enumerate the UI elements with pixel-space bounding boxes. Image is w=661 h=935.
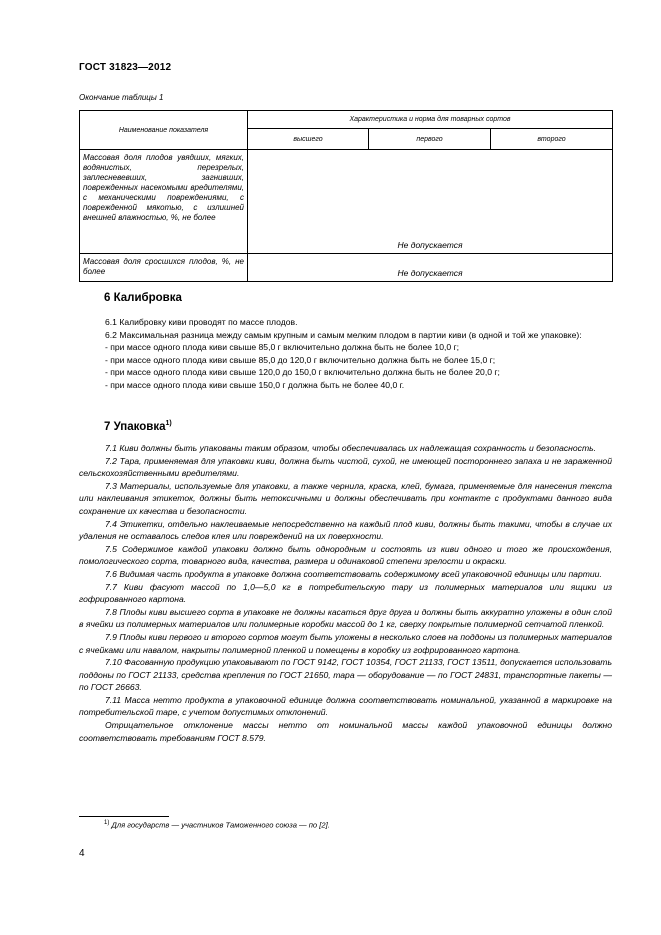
paragraph: 7.8 Плоды киви высшего сорта в упаковке не должны касаться друг друга и должны быть аккуратно уложены в один слой в ячейки из полимерных материалов или полимерные коробки массой до 1 кг, сверху покрытые полимерной сетчатой пленкой.	[79, 606, 612, 630]
section-6-heading: 6 Калибровка	[104, 292, 182, 304]
list-item: - при массе одного плода киви свыше 85,0 до 120,0 г включительно должна быть не более 15,0 г;	[105, 354, 496, 365]
paragraph: 6.2 Максимальная разница между самым крупным и самым мелким плодом в партии киви (в одной и той же упаковке):	[105, 329, 582, 340]
param-cell: Массовая доля плодов увядших, мягких, водянистых, перезрелых, заплесневевших, загнивших, поврежденных насекомыми вредителями, с механическими повреждениями, с поврежденной мякотью, с излишней внешней влажностью, %, не более	[80, 150, 248, 254]
col-header-grade: первого	[369, 129, 491, 150]
paragraph: 7.1 Киви должны быть упакованы таким образом, чтобы обеспечивалась их надлежащая сохранность и безопасность.	[105, 443, 597, 453]
paragraph: 7.7 Киви фасуют массой по 1,0—5,0 кг в потребительскую тару из полимерных материалов или ящики из гофрированного картона.	[79, 581, 612, 605]
list-item: - при массе одного плода киви свыше 85,0 г включительно должна быть не более 10,0 г;	[105, 342, 460, 353]
paragraph: 6.1 Калибровку киви проводят по массе плодов.	[105, 317, 298, 327]
section-7-body	[79, 442, 612, 744]
col-header-grade: второго	[491, 129, 613, 150]
section-7-heading-text: 7 Упаковка	[104, 420, 166, 433]
list-item: - при массе одного плода киви свыше 120,0 до 150,0 г включительно должна быть не более 20,0 г;	[105, 367, 500, 378]
paragraph: 7.6 Видимая часть продукта в упаковке должна соответствовать содержимому всей упаковочной единицы или партии.	[105, 568, 602, 579]
footnote	[104, 820, 330, 830]
table-continuation-caption: Окончание таблицы 1	[79, 93, 164, 102]
paragraph: 7.10 Фасованную продукцию упаковывают по ГОСТ 9142, ГОСТ 10354, ГОСТ 21133, ГОСТ 13511, допускается использовать поддоны по ГОСТ 21133, средства крепления по ГОСТ 21650, тара — оборудование — по ГОСТ 24831, транспортные пакеты — по ГОСТ 26663.	[79, 657, 612, 693]
paragraph: 7.9 Плоды киви первого и второго сортов могут быть уложены в несколько слоев на поддоны из полимерных материалов с ячейками или навалом, накрыты полимерной пленкой и помещены в коробку из гофрированного картона.	[79, 631, 612, 655]
section-6-body	[79, 316, 612, 392]
paragraph: 7.11 Масса нетто продукта в упаковочной единице должна соответствовать номинальной, указанной в маркировке на потребительской таре, с учетом допустимых отклонений.	[79, 694, 612, 718]
paragraph: 7.2 Тара, применяемая для упаковки киви, должна быть чистой, сухой, не имеющей постороннего запаха и не зараженной сельскохозяйственными вредителями.	[79, 455, 612, 479]
table-row	[80, 254, 613, 282]
table-row	[80, 150, 613, 254]
footnote-ref: 1)	[165, 420, 172, 427]
paragraph: 7.5 Содержимое каждой упаковки должно быть однородным и состоять из киви одного и того же происхождения, помологического сорта, товарного вида, качества, размера и одинаковой степени зрелости и окраски.	[79, 543, 612, 567]
page-number: 4	[79, 848, 85, 859]
paragraph: Отрицательное отклонение массы нетто от номинальной массы каждой упаковочной единицы должно соответствовать требованиям ГОСТ 8.579.	[79, 720, 612, 743]
col-header-group: Характеристика и норма для товарных сортов	[248, 111, 613, 129]
param-cell: Массовая доля сросшихся плодов, %, не более	[80, 254, 248, 282]
standard-header: ГОСТ 31823—2012	[79, 62, 172, 73]
col-header-param: Наименование показателя	[80, 111, 248, 150]
characteristics-table	[79, 110, 613, 282]
paragraph: 7.4 Этикетки, отдельно наклеиваемые непосредственно на каждый плод киви, должны быть такими, чтобы в случае их удаления не оставалось следов клея или повреждений на их поверхности.	[79, 518, 612, 542]
col-header-grade: высшего	[248, 129, 369, 150]
value-cell: Не допускается	[248, 254, 613, 282]
list-item: - при массе одного плода киви свыше 150,0 г должна быть не более 40,0 г.	[105, 379, 405, 390]
footnote-divider	[79, 816, 169, 817]
paragraph: 7.3 Материалы, используемые для упаковки, а также чернила, краска, клей, бумага, применяемые для нанесения текста или наклеивания этикеток, должны быть нетоксичными и должны обеспечивать при контакте с продуктами данного вида сохранение их качества и безопасности.	[79, 480, 612, 516]
footnote-text: Для государств — участников Таможенного союза — по [2].	[111, 820, 330, 830]
value-cell: Не допускается	[248, 150, 613, 254]
footnote-mark: 1)	[104, 820, 110, 826]
section-7-heading	[104, 420, 172, 433]
